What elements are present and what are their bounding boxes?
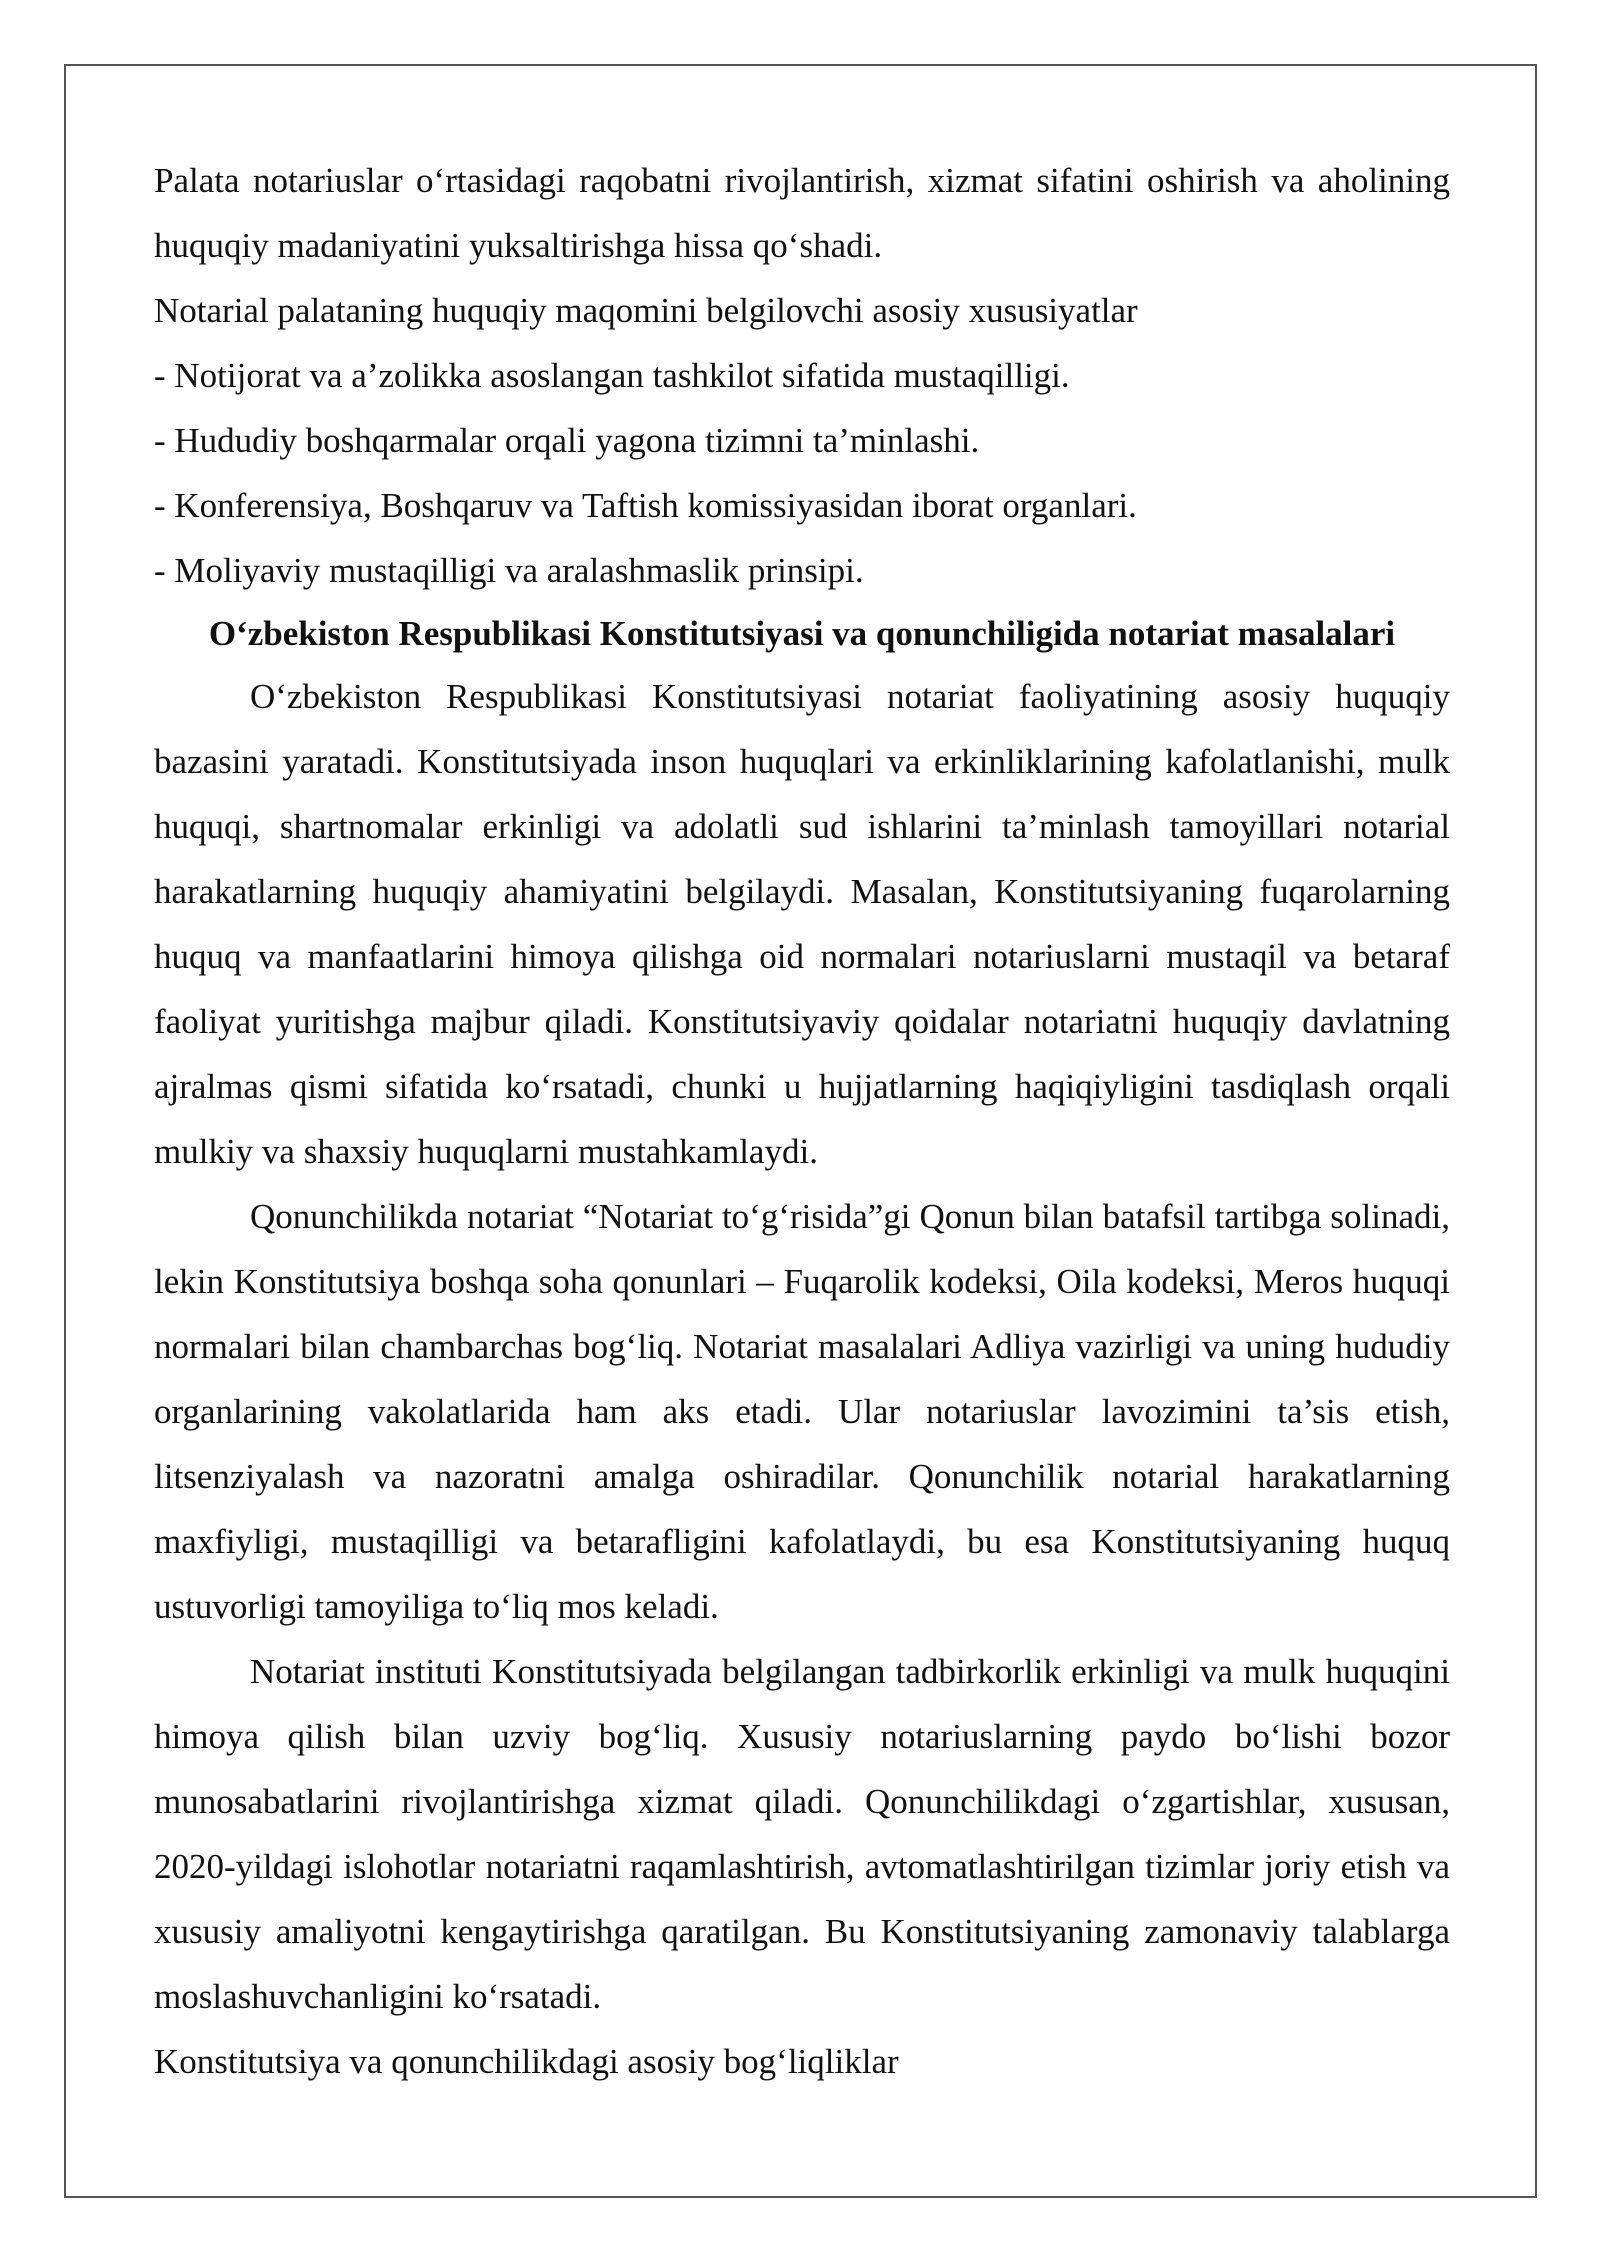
list-item: - Moliyaviy mustaqilligi va aralashmaslik prinsipi. xyxy=(154,551,864,590)
document-body xyxy=(154,148,1450,2094)
paragraph-legislation: Qonunchilikda notariat “Notariat toʻgʻrisida”gi Qonun bilan batafsil tartibga solinadi, lekin Konstitutsiya boshqa soha qonunlari – Fuqarolik kodeksi, Oila kodeksi, Meros huquqi normalari bilan chambarchas bogʻliq. Notariat masalalari Adliya vazirligi va uning hududiy organlarining vakolatlarida ham aks etadi. Ular notariuslar lavozimini ta’sis etish, litsenziyalash va nazoratni amalga oshiradilar. Qonunchilik notarial harakatlarning maxfiyligi, mustaqilligi va betarafligini kafolatlaydi, bu esa Konstitutsiyaning huquq ustuvorligi tamoyiliga toʻliq mos keladi. xyxy=(154,1197,1450,1626)
list-item: - Notijorat va a’zolikka asoslangan tashkilot sifatida mustaqilligi. xyxy=(154,356,1070,395)
paragraph-features-intro: Notarial palataning huquqiy maqomini belgilovchi asosiy xususiyatlar xyxy=(154,291,1138,330)
list-item: - Hududiy boshqarmalar orqali yagona tizimni ta’minlashi. xyxy=(154,421,980,460)
section-heading: Oʻzbekiston Respublikasi Konstitutsiyasi va qonunchiligida notariat masalalari xyxy=(208,614,1396,653)
paragraph-palata: Palata notariuslar oʻrtasidagi raqobatni rivojlantirish, xizmat sifatini oshirish va aholining huquqiy madaniyatini yuksaltirishga hissa qoʻshadi. xyxy=(154,161,1450,265)
list-item: - Konferensiya, Boshqaruv va Taftish komissiyasidan iborat organlari. xyxy=(154,486,1137,525)
paragraph-connections: Konstitutsiya va qonunchilikdagi asosiy bogʻliqliklar xyxy=(154,2042,899,2081)
paragraph-notariat-institute: Notariat instituti Konstitutsiyada belgilangan tadbirkorlik erkinligi va mulk huquqini himoya qilish bilan uzviy bogʻliq. Xususiy notariuslarning paydo boʻlishi bozor munosabatlarini rivojlantirishga xizmat qiladi. Qonunchilikdagi oʻzgartishlar, xususan, 2020-yildagi islohotlar notariatni raqamlashtirish, avtomatlashtirilgan tizimlar joriy etish va xususiy amaliyotni kengaytirishga qaratilgan. Bu Konstitutsiyaning zamonaviy talablarga moslashuvchanligini koʻrsatadi. xyxy=(154,1652,1450,2016)
paragraph-constitution: Oʻzbekiston Respublikasi Konstitutsiyasi notariat faoliyatining asosiy huquqiy bazasini yaratadi. Konstitutsiyada inson huquqlari va erkinliklarining kafolatlanishi, mulk huquqi, shartnomalar erkinligi va adolatli sud ishlarini ta’minlash tamoyillari notarial harakatlarning huquqiy ahamiyatini belgilaydi. Masalan, Konstitutsiyaning fuqarolarning huquq va manfaatlarini himoya qilishga oid normalari notariuslarni mustaqil va betaraf faoliyat yuritishga majbur qiladi. Konstitutsiyaviy qoidalar notariatni huquqiy davlatning ajralmas qismi sifatida koʻrsatadi, chunki u hujjatlarning haqiqiyligini tasdiqlash orqali mulkiy va shaxsiy huquqlarni mustahkamlaydi. xyxy=(154,677,1450,1171)
